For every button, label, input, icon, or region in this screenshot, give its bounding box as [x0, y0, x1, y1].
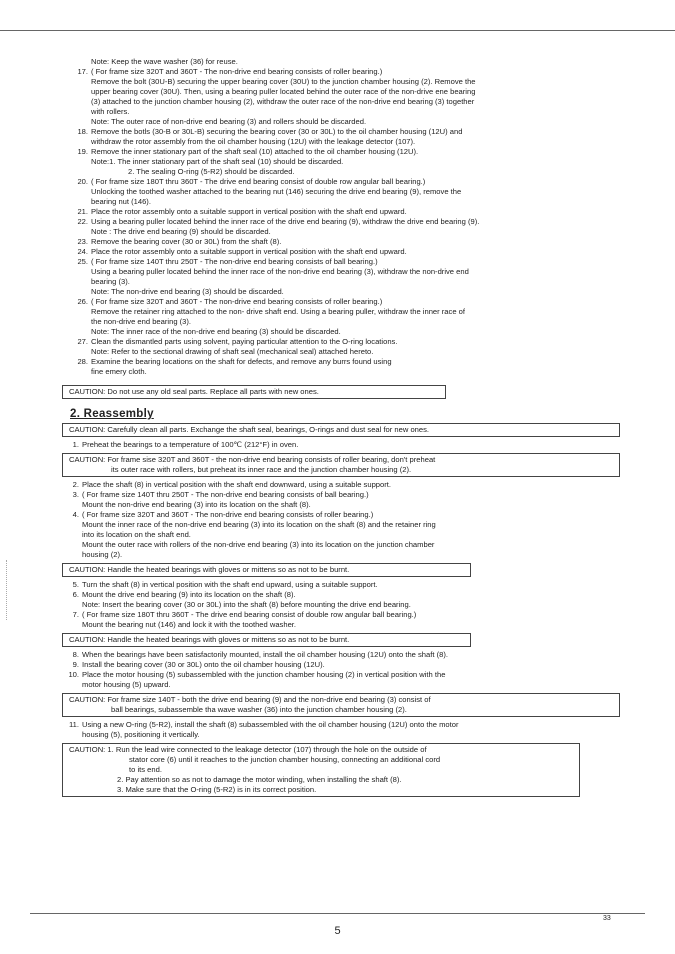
step-line: Remove the inner stationary part of the shaft seal (10) attached to the oil chamber housing (12U).: [91, 147, 419, 156]
step-text: [82, 490, 620, 510]
step-line: Place the rotor assembly onto a suitable support in vertical position with the shaft end upward.: [91, 247, 407, 256]
step-number: 8.: [72, 650, 79, 659]
step-number: 28.: [77, 357, 88, 366]
step-text: [91, 257, 620, 297]
step-text: [82, 580, 620, 590]
step-number: 20.: [77, 177, 88, 186]
step-line: housing (2).: [82, 550, 123, 559]
reassembly-step: 1. Preheat the bearings to a temperature of 100℃ (212°F) in oven.: [72, 440, 299, 449]
step-item: [62, 357, 620, 377]
step-text: [82, 510, 620, 560]
step-line: When the bearings have been satisfactorily mounted, install the oil chamber housing (12U) onto the shaft (8).: [82, 650, 448, 659]
step-line: ( For frame size 320T and 360T - The non-drive end bearing consists of roller bearing.): [91, 67, 383, 76]
step-line: withdraw the rotor assembly from the oil chamber housing (12U) with the leakage detector (107).: [91, 137, 416, 146]
step-text: [82, 610, 620, 630]
step-text: [82, 590, 620, 610]
step-item: [62, 207, 620, 217]
step-item: [62, 490, 620, 510]
step-item: [62, 247, 620, 257]
step-line: Examine the bearing locations on the shaft for defects, and remove any burrs found using: [91, 357, 392, 366]
step-text: [91, 217, 620, 237]
reassembly-steps-b: [62, 580, 620, 630]
step-number: 6.: [72, 590, 79, 599]
step-line: Unlocking the toothed washer attached to the bearing nut (146) securing the drive end bearing (9), remove the: [91, 187, 462, 196]
step-item: [62, 217, 620, 237]
bottom-rule: [30, 913, 645, 914]
step-line: Using a bearing puller located behind the inner race of the drive end bearing (9), withdraw the drive end bearing (9).: [91, 217, 480, 226]
step-line: Place the motor housing (5) subassembled with the junction chamber housing (2) in vertical position with the: [82, 670, 446, 679]
step-line: Note: The inner race of the non-drive end bearing (3) should be discarded.: [91, 327, 341, 336]
step-line: Using a new O-ring (5-R2), install the shaft (8) subassembled with the oil chamber housing (12U) onto the motor: [82, 720, 459, 729]
step-line: (3) attached to the junction chamber housing (2), withdraw the outer race of the non-drive end bearing (3) together: [91, 97, 475, 106]
caution-old-seal: CAUTION: Do not use any old seal parts. Replace all parts with new ones.: [62, 385, 446, 399]
step-text: [91, 337, 620, 357]
step-line: housing (5), positioning it vertically.: [82, 730, 200, 739]
step-text: [91, 247, 620, 257]
step-item: [62, 237, 620, 247]
step-line: Remove the botls (30-B or 30L-B) securing the bearing cover (30 or 30L) to the oil chamber housing (12U) and: [91, 127, 463, 136]
step-line: ( For frame size 140T thru 250T - The non-drive end bearing consists of ball bearing.): [91, 257, 378, 266]
caution-heated-bearings-2: CAUTION: Handle the heated bearings with gloves or mittens so as not to be burnt.: [62, 633, 471, 647]
step-text: [91, 207, 620, 217]
step-number: 10.: [68, 670, 79, 679]
section-heading-reassembly: 2. Reassembly: [70, 408, 154, 420]
step-text: [82, 720, 620, 740]
caution-wave-washer: CAUTION: For frame size 140T - both the drive end bearing (9) and the non-drive end bearing (3) consist of ball bearings, subassemble tha wave washer (36) into the junction chamber housing (2).: [62, 693, 620, 717]
step-item: [62, 670, 620, 690]
step-item: [62, 720, 620, 740]
step-item: [62, 337, 620, 357]
step-text: [91, 127, 620, 147]
step-line: Remove the bearing cover (30 or 30L) from the shaft (8).: [91, 237, 282, 246]
disassembly-steps: [62, 67, 620, 377]
caution-heated-bearings-1: CAUTION: Handle the heated bearings with gloves or mittens so as not to be burnt.: [62, 563, 471, 577]
step-number: 24.: [77, 247, 88, 256]
step-number: 3.: [72, 490, 79, 499]
reassembly-steps-a: [62, 480, 620, 560]
step-item: [62, 297, 620, 337]
step-item: [62, 67, 620, 127]
step-line: Note: The non-drive end bearing (3) should be discarded.: [91, 287, 284, 296]
step-text: [82, 660, 620, 670]
step-text: [91, 177, 620, 207]
step-line: Mount the drive end bearing (9) into its location on the shaft (8).: [82, 590, 296, 599]
step-number: 7.: [72, 610, 79, 619]
step-line: Using a bearing puller located behind the inner race of the non-drive end bearing (3), withdraw the non-drive end: [91, 267, 469, 276]
step-line: Place the rotor assembly onto a suitable support in vertical position with the shaft end upward.: [91, 207, 407, 216]
step-number: 18.: [77, 127, 88, 136]
step-item: [62, 480, 620, 490]
caution-lead-wire: CAUTION: 1. Run the lead wire connected to the leakage detector (107) through the hole on the outside of stator core (6) until it reaches to the junction chamber housing, connecting an additional cord to its end. 2. Pay attention so as not to damage the motor winding, when installing the shaft (8). 3. Make sure that the O-ring (5-R2) is in its correct position.: [62, 743, 580, 797]
step-item: [62, 580, 620, 590]
step-line: motor housing (5) upward.: [82, 680, 171, 689]
page-number: 5: [334, 925, 341, 937]
step-text: [82, 670, 620, 690]
reassembly-steps-c: [62, 650, 620, 690]
step-item: [62, 650, 620, 660]
step-number: 27.: [77, 337, 88, 346]
step-number: 26.: [77, 297, 88, 306]
step-text: [91, 67, 620, 127]
step-item: [62, 590, 620, 610]
step-text: [91, 357, 620, 377]
step-number: 19.: [77, 147, 88, 156]
step-text: [91, 297, 620, 337]
step-line: Note: The outer race of non-drive end bearing (3) and rollers should be discarded.: [91, 117, 367, 126]
step-line: ( For frame size 180T thru 360T - The drive end bearing consist of double row angular ball bearing.): [82, 610, 417, 619]
step-line: Remove the bolt (30U-B) securing the upper bearing cover (30U) to the junction chamber housing (2). Remove the: [91, 77, 476, 86]
step-text: [82, 480, 620, 490]
step-line: Mount the bearing nut (146) and lock it with the toothed washer.: [82, 620, 297, 629]
step-line: Remove the retainer ring attached to the non- drive shaft end. Using a bearing puller, withdraw the inner race of: [91, 307, 465, 316]
caution-clean-parts: CAUTION: Carefully clean all parts. Exchange the shaft seal, bearings, O-rings and dust seal for new ones.: [62, 423, 620, 437]
step-line: upper bearing cover (30U). Then, using a bearing puller located behind the outer race of the non-drive ene bearing: [91, 87, 476, 96]
step-number: 4.: [72, 510, 79, 519]
step-number: 22.: [77, 217, 88, 226]
sheet-number: 33: [603, 915, 611, 922]
step-line: Mount the outer race with rollers of the non-drive end bearing (3) into its location on the junction chamber: [82, 540, 435, 549]
step-line: Clean the dismantled parts using solvent, paying particular attention to the O-ring locations.: [91, 337, 398, 346]
step-line: into its location on the shaft end.: [82, 530, 191, 539]
caution-roller-preheat: CAUTION: For frame sise 320T and 360T - the non-drive end bearing consists of roller bearing, don't preheat its outer race with rollers, but preheat its inner race and the junction chamber housing (2).: [62, 453, 620, 477]
step-line: with rollers.: [91, 107, 130, 116]
step-item: [62, 177, 620, 207]
step-line: Turn the shaft (8) in vertical position with the shaft end upward, using a suitable support.: [82, 580, 378, 589]
step-line: bearing nut (146).: [91, 197, 151, 206]
step-number: 21.: [77, 207, 88, 216]
step-line: fine emery cloth.: [91, 367, 147, 376]
binding-mark: [6, 560, 8, 620]
document-body: [62, 57, 620, 800]
step-line: Mount the non-drive end bearing (3) into its location on the shaft (8).: [82, 500, 311, 509]
step-number: 25.: [77, 257, 88, 266]
step-item: [62, 257, 620, 297]
reassembly-steps-d: [62, 720, 620, 740]
step-number: 9.: [72, 660, 79, 669]
step-line: Install the bearing cover (30 or 30L) onto the oil chamber housing (12U).: [82, 660, 325, 669]
step-line: ( For frame size 320T and 360T - The non-drive end bearing consists of roller bearing.): [91, 297, 383, 306]
step-text: [91, 147, 620, 177]
step-line: Place the shaft (8) in vertical position with the shaft end downward, using a suitable support.: [82, 480, 391, 489]
step-text: [82, 650, 620, 660]
step-subnote: 2. The sealing O-ring (5-R2) should be discarded.: [128, 167, 295, 176]
step-line: ( For frame size 320T and 360T - The non-drive end bearing consists of roller bearing.): [82, 510, 374, 519]
step-number: 17.: [77, 67, 88, 76]
step-line: ( For frame size 140T thru 250T - The non-drive end bearing consists of ball bearing.): [82, 490, 369, 499]
step-line: ( For frame size 180T thru 360T - The drive end bearing consist of double row angular ball bearing.): [91, 177, 426, 186]
step-line: Note : The drive end bearing (9) should be discarded.: [91, 227, 271, 236]
step-line: the non-drive end bearing (3).: [91, 317, 192, 326]
step-line: Note: Insert the bearing cover (30 or 30L) into the shaft (8) before mounting the drive end bearing.: [82, 600, 411, 609]
step-item: [62, 147, 620, 177]
top-rule: [0, 30, 675, 31]
step-number: 2.: [72, 480, 79, 489]
step-line: Note: Refer to the sectional drawing of shaft seal (mechanical seal) attached hereto.: [91, 347, 374, 356]
step-line: bearing (3).: [91, 277, 130, 286]
step-number: 11.: [69, 720, 79, 729]
intro-note: Note: Keep the wave washer (36) for reuse.: [91, 57, 238, 66]
step-item: [62, 660, 620, 670]
step-text: [91, 237, 620, 247]
step-item: [62, 127, 620, 147]
step-line: Note:1. The inner stationary part of the shaft seal (10) should be discarded.: [91, 157, 344, 166]
step-item: [62, 510, 620, 560]
step-line: Mount the inner race of the non-drive end bearing (3) into its location on the shaft (8) and the retainer ring: [82, 520, 436, 529]
step-number: 23.: [77, 237, 88, 246]
step-item: [62, 610, 620, 630]
step-number: 5.: [72, 580, 79, 589]
